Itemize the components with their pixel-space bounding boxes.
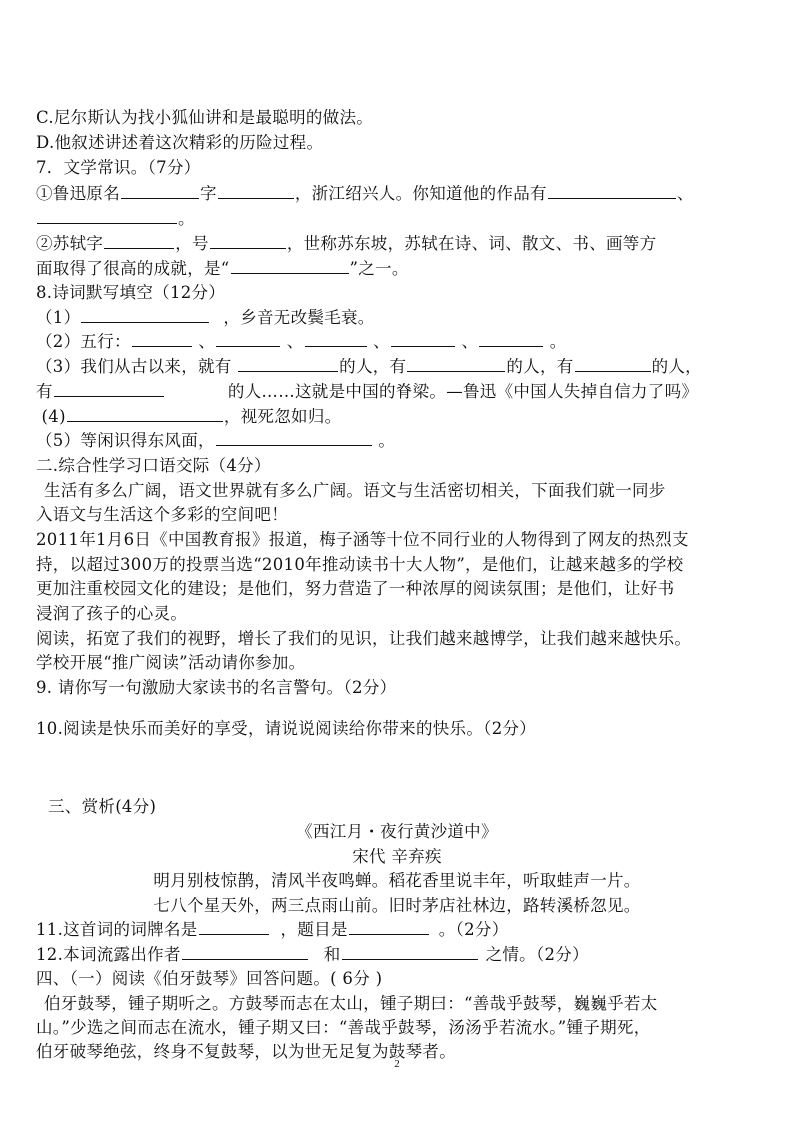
question-9: 9. 请你写一句激励大家读书的名言警句。（2分） bbox=[36, 678, 397, 697]
answer-blank[interactable] bbox=[391, 330, 455, 347]
question-10: 10.阅读是快乐而美好的享受，请说说阅读给你带来的快乐。（2分） bbox=[36, 719, 537, 738]
question-8-item-1: （1） ，乡音无改鬓毛衰。 bbox=[36, 308, 375, 327]
question-7-title: 7．文学常识。（7分） bbox=[36, 158, 201, 177]
answer-blank[interactable] bbox=[182, 943, 308, 960]
question-8-item-3-cont: 有 的人……这就是中国的脊梁。—鲁迅《中国人失掉自信力了吗》 bbox=[36, 382, 699, 401]
reading-line: 伯牙鼓琴，锺子期听之。方鼓琴而志在太山，锺子期曰：“善哉乎鼓琴，巍巍乎若太 bbox=[44, 994, 658, 1013]
answer-blank[interactable] bbox=[231, 257, 349, 274]
question-7-item-2-cont: 面取得了很高的成就，是“ ”之一。 bbox=[36, 259, 409, 278]
answer-blank[interactable] bbox=[238, 355, 338, 372]
question-7-item-1: ①鲁迅原名 字 ，浙江绍兴人。你知道他的作品有 、 bbox=[36, 184, 694, 203]
paragraph-line: 阅读，拓宽了我们的视野，增长了我们的见识，让我们越来越博学，让我们越来越快乐。 bbox=[36, 629, 692, 648]
answer-blank[interactable] bbox=[132, 330, 192, 347]
question-8-item-3: （3）我们从古以来，就有 的人，有 的人，有 的人， bbox=[36, 357, 702, 376]
answer-blank[interactable] bbox=[349, 918, 429, 935]
answer-blank[interactable] bbox=[218, 182, 294, 199]
answer-blank[interactable] bbox=[548, 182, 676, 199]
paragraph-line: 入语文与生活这个多彩的空间吧！ bbox=[36, 505, 288, 524]
option-c: C.尼尔斯认为找小狐仙讲和是最聪明的做法。 bbox=[36, 108, 374, 127]
answer-blank[interactable] bbox=[305, 330, 367, 347]
page-number: 2 bbox=[394, 1058, 400, 1070]
answer-blank[interactable] bbox=[104, 232, 174, 249]
poem-line: 明月别枝惊鹊，清风半夜鸣蝉。稻花香里说丰年，听取蛙声一片。 bbox=[153, 871, 641, 890]
poem-line: 七八个星天外，两三点雨山前。旧时茅店社林边，路转溪桥忽见。 bbox=[153, 896, 641, 915]
answer-blank[interactable] bbox=[216, 429, 372, 446]
paragraph-line: 浸润了孩子的心灵。 bbox=[36, 604, 188, 623]
answer-blank[interactable] bbox=[81, 306, 209, 323]
question-12: 12.本词流露出作者 和 之情。（2分） bbox=[36, 945, 589, 964]
option-d: D.他叙述讲述着这次精彩的历险过程。 bbox=[36, 133, 324, 152]
answer-blank[interactable] bbox=[407, 355, 505, 372]
reading-line: 山。”少选之间而志在流水，锺子期又曰：“善哉乎鼓琴，汤汤乎若流水。”锺子期死， bbox=[36, 1018, 651, 1037]
answer-blank[interactable] bbox=[210, 232, 286, 249]
answer-blank[interactable] bbox=[37, 207, 177, 224]
question-11: 11.这首词的词牌名是 ，题目是 。（2分） bbox=[36, 920, 509, 939]
answer-blank[interactable] bbox=[199, 918, 269, 935]
question-8-item-2: （2）五行： 、 、 、 、 。 bbox=[36, 332, 567, 351]
reading-line: 伯牙破琴绝弦，终身不复鼓琴，以为世无足复为鼓琴者。 bbox=[36, 1042, 456, 1061]
section-4-heading: 四、（一）阅读《伯牙鼓琴》回答问题。( 6分 ) bbox=[36, 969, 383, 988]
paragraph-line: 持，以超过300万的投票当选“2010年推动读书十大人物”，是他们，让越来越多的学校 bbox=[36, 555, 684, 574]
question-8-item-4: (4) ，视死忽如归。 bbox=[41, 407, 342, 426]
paragraph-line: 2011年1月6日《中国教育报》报道，梅子涵等十位不同行业的人物得到了网友的热烈支 bbox=[36, 530, 689, 549]
paragraph-line: 更加注重校园文化的建设；是他们，努力营造了一种浓厚的阅读氛围；是他们，让好书 bbox=[36, 579, 675, 598]
question-8-item-5: （5）等闲识得东风面， 。 bbox=[36, 431, 396, 450]
answer-blank[interactable] bbox=[54, 380, 164, 397]
poem-author: 宋代 辛弃疾 bbox=[352, 847, 442, 866]
paragraph-line: 生活有多么广阔，语文世界就有多么广阔。语文与生活密切相关，下面我们就一同步 bbox=[44, 481, 666, 500]
answer-blank[interactable] bbox=[216, 330, 280, 347]
answer-blank[interactable] bbox=[67, 405, 223, 422]
section-3-heading: 三、赏析(4分) bbox=[48, 797, 157, 816]
answer-blank[interactable] bbox=[342, 943, 478, 960]
question-8-title: 8.诗词默写填空（12分） bbox=[36, 283, 226, 302]
question-7-item-1-cont: 。 bbox=[36, 207, 764, 231]
answer-blank[interactable] bbox=[479, 330, 543, 347]
question-7-item-2: ②苏轼字 ，号 ，世称苏东坡，苏轼在诗、词、散文、书、画等方 bbox=[36, 234, 657, 253]
answer-blank[interactable] bbox=[121, 182, 199, 199]
section-2-heading: 二.综合性学习口语交际（4分） bbox=[36, 456, 271, 475]
paragraph-line: 学校开展“推广阅读”活动请你参加。 bbox=[36, 653, 306, 672]
poem-title: 《西江月・夜行黄沙道中》 bbox=[296, 822, 498, 841]
answer-blank[interactable] bbox=[575, 355, 651, 372]
